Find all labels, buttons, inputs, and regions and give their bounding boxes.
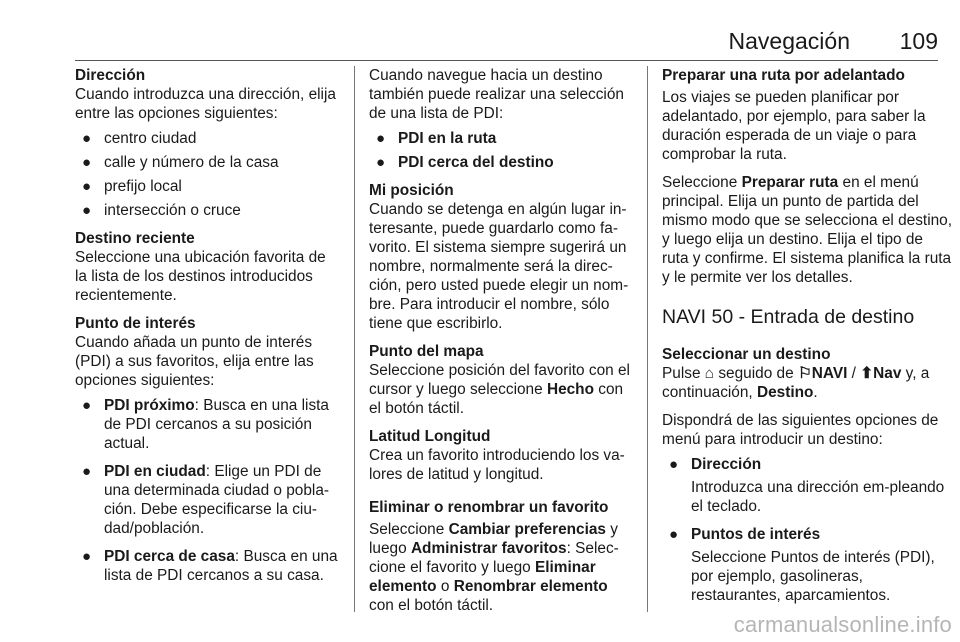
column-divider-1 — [354, 66, 355, 612]
list-item: ● PDI cerca del destino — [376, 154, 554, 171]
list-item: ● PDI en la ruta — [376, 130, 497, 147]
home-icon: ⌂ — [704, 365, 715, 382]
column-2 — [369, 66, 633, 624]
bullet-icon: ● — [82, 202, 92, 219]
section-heading: Latitud Longitud — [369, 428, 491, 445]
bullet-icon: ● — [82, 178, 92, 195]
list-item: ● Puntos de interés Seleccione Puntos de interés (PDI), por ejemplo, gasolineras, restaurantes, aparcamientos. — [669, 526, 935, 604]
list-item: ● calle y número de la casa — [82, 154, 279, 171]
list-item: ● intersección o cruce — [82, 202, 241, 219]
column-3 — [662, 66, 952, 614]
flag-icon: ⚐ — [797, 365, 812, 382]
list-item: ● centro ciudad — [82, 130, 197, 147]
section-heading: Punto de interés — [75, 315, 196, 332]
section-text: Cuando se detenga en algún lugar in-teresante, puede guardarlo como fa-vorito. El sistema siempre sugerirá un nombre, normalmente será la direc-ción, pero usted puede elegir un nom-bre. Para introducir el nombre, sólo tiene que escribirlo. — [369, 201, 629, 332]
column-1 — [75, 66, 341, 594]
section-text: Cuando introduzca una dirección, elija entre las opciones siguientes: — [75, 86, 336, 122]
section-heading: Eliminar o renombrar un favorito — [369, 499, 609, 516]
section-heading: Dirección — [75, 67, 146, 84]
bullet-icon: ● — [376, 130, 386, 147]
list-item: ● PDI próximo: Busca en una lista de PDI cercanos a su posición actual. — [82, 397, 329, 452]
bullet-icon: ● — [82, 463, 92, 480]
section-destino-reciente — [75, 229, 341, 305]
section-heading: Preparar una ruta por adelantado — [662, 67, 905, 84]
direccion-list — [75, 129, 341, 220]
section-heading: Seleccionar un destino — [662, 346, 831, 363]
section-text: Los viajes se pueden planificar por adelantado, por ejemplo, para saber la duración esperada de un viaje o para comprobar la ruta. — [662, 89, 926, 163]
list-item: ● PDI en ciudad: Elige un PDI de una determinada ciudad o pobla-ción. Debe especificarse la ciu-dad/población. — [82, 463, 330, 537]
section-mi-posicion — [369, 181, 633, 333]
list-item: ● Dirección Introduzca una dirección em-pleando el teclado. — [669, 456, 945, 515]
section-punto-mapa: Punto del mapa Seleccione posición del favorito con el cursor y luego seleccione Hecho con el botón táctil. — [369, 342, 633, 418]
list-item: ● PDI cerca de casa: Busca en una lista de PDI cercanos a su casa. — [82, 548, 338, 584]
bullet-icon: ● — [82, 397, 92, 414]
section-preparar-ruta: Seleccione Preparar ruta en el menú principal. Elija un punto de partida del mismo modo que se selecciona el destino, y luego elija un destino. Elija el tipo de ruta y confirme. El sistema planifica la ruta y le permite ver los detalles. — [662, 174, 953, 286]
header-rule — [75, 60, 938, 61]
watermark: carmanualsonline.info — [733, 612, 952, 637]
section-text: Crea un favorito introduciendo los va-lores de latitud y longitud. — [369, 447, 625, 483]
bullet-icon: ● — [669, 526, 679, 543]
section-preparar — [662, 66, 952, 164]
intro-list — [369, 129, 633, 172]
section-direccion — [75, 66, 341, 123]
section-text: Cuando añada un punto de interés (PDI) a sus favoritos, elija entre las opciones siguientes: — [75, 334, 314, 389]
section-heading: Mi posición — [369, 182, 454, 199]
bullet-icon: ● — [82, 548, 92, 565]
section-dispondra: Dispondrá de las siguientes opciones de menú para introducir un destino: — [662, 412, 939, 448]
page-title: Navegación — [728, 28, 850, 54]
section-eliminar: Eliminar o renombrar un favorito Seleccione Cambiar preferencias y luego Administrar favoritos: Selec-cione el favorito y luego Eliminar elemento o Renombrar elemento con el botón táctil. — [369, 498, 633, 615]
navigation-arrow-icon: ⬆ — [860, 365, 874, 382]
bullet-icon: ● — [82, 130, 92, 147]
bullet-icon: ● — [376, 154, 386, 171]
section-heading: Punto del mapa — [369, 343, 484, 360]
bullet-icon: ● — [82, 154, 92, 171]
navi-heading: NAVI 50 - Entrada de destino — [662, 306, 915, 328]
page-number: 109 — [899, 28, 938, 54]
bullet-icon: ● — [669, 456, 679, 473]
poi-list — [75, 396, 341, 585]
column-divider-2 — [647, 66, 648, 612]
section-text: Seleccione una ubicación favorita de la lista de los destinos introducidos recientemente. — [75, 249, 326, 304]
destino-options-list — [662, 455, 952, 605]
section-punto-interes — [75, 314, 341, 390]
section-seleccionar: Seleccionar un destino Pulse ⌂ seguido de ⚐NAVI / ⬆Nav y, a continuación, Destino. — [662, 345, 952, 402]
section-latitud — [369, 427, 633, 484]
section-intro: Cuando navegue hacia un destino también puede realizar una selección de una lista de PDI: — [369, 67, 624, 122]
list-item: ● prefijo local — [82, 178, 182, 195]
section-heading: Destino reciente — [75, 230, 195, 247]
